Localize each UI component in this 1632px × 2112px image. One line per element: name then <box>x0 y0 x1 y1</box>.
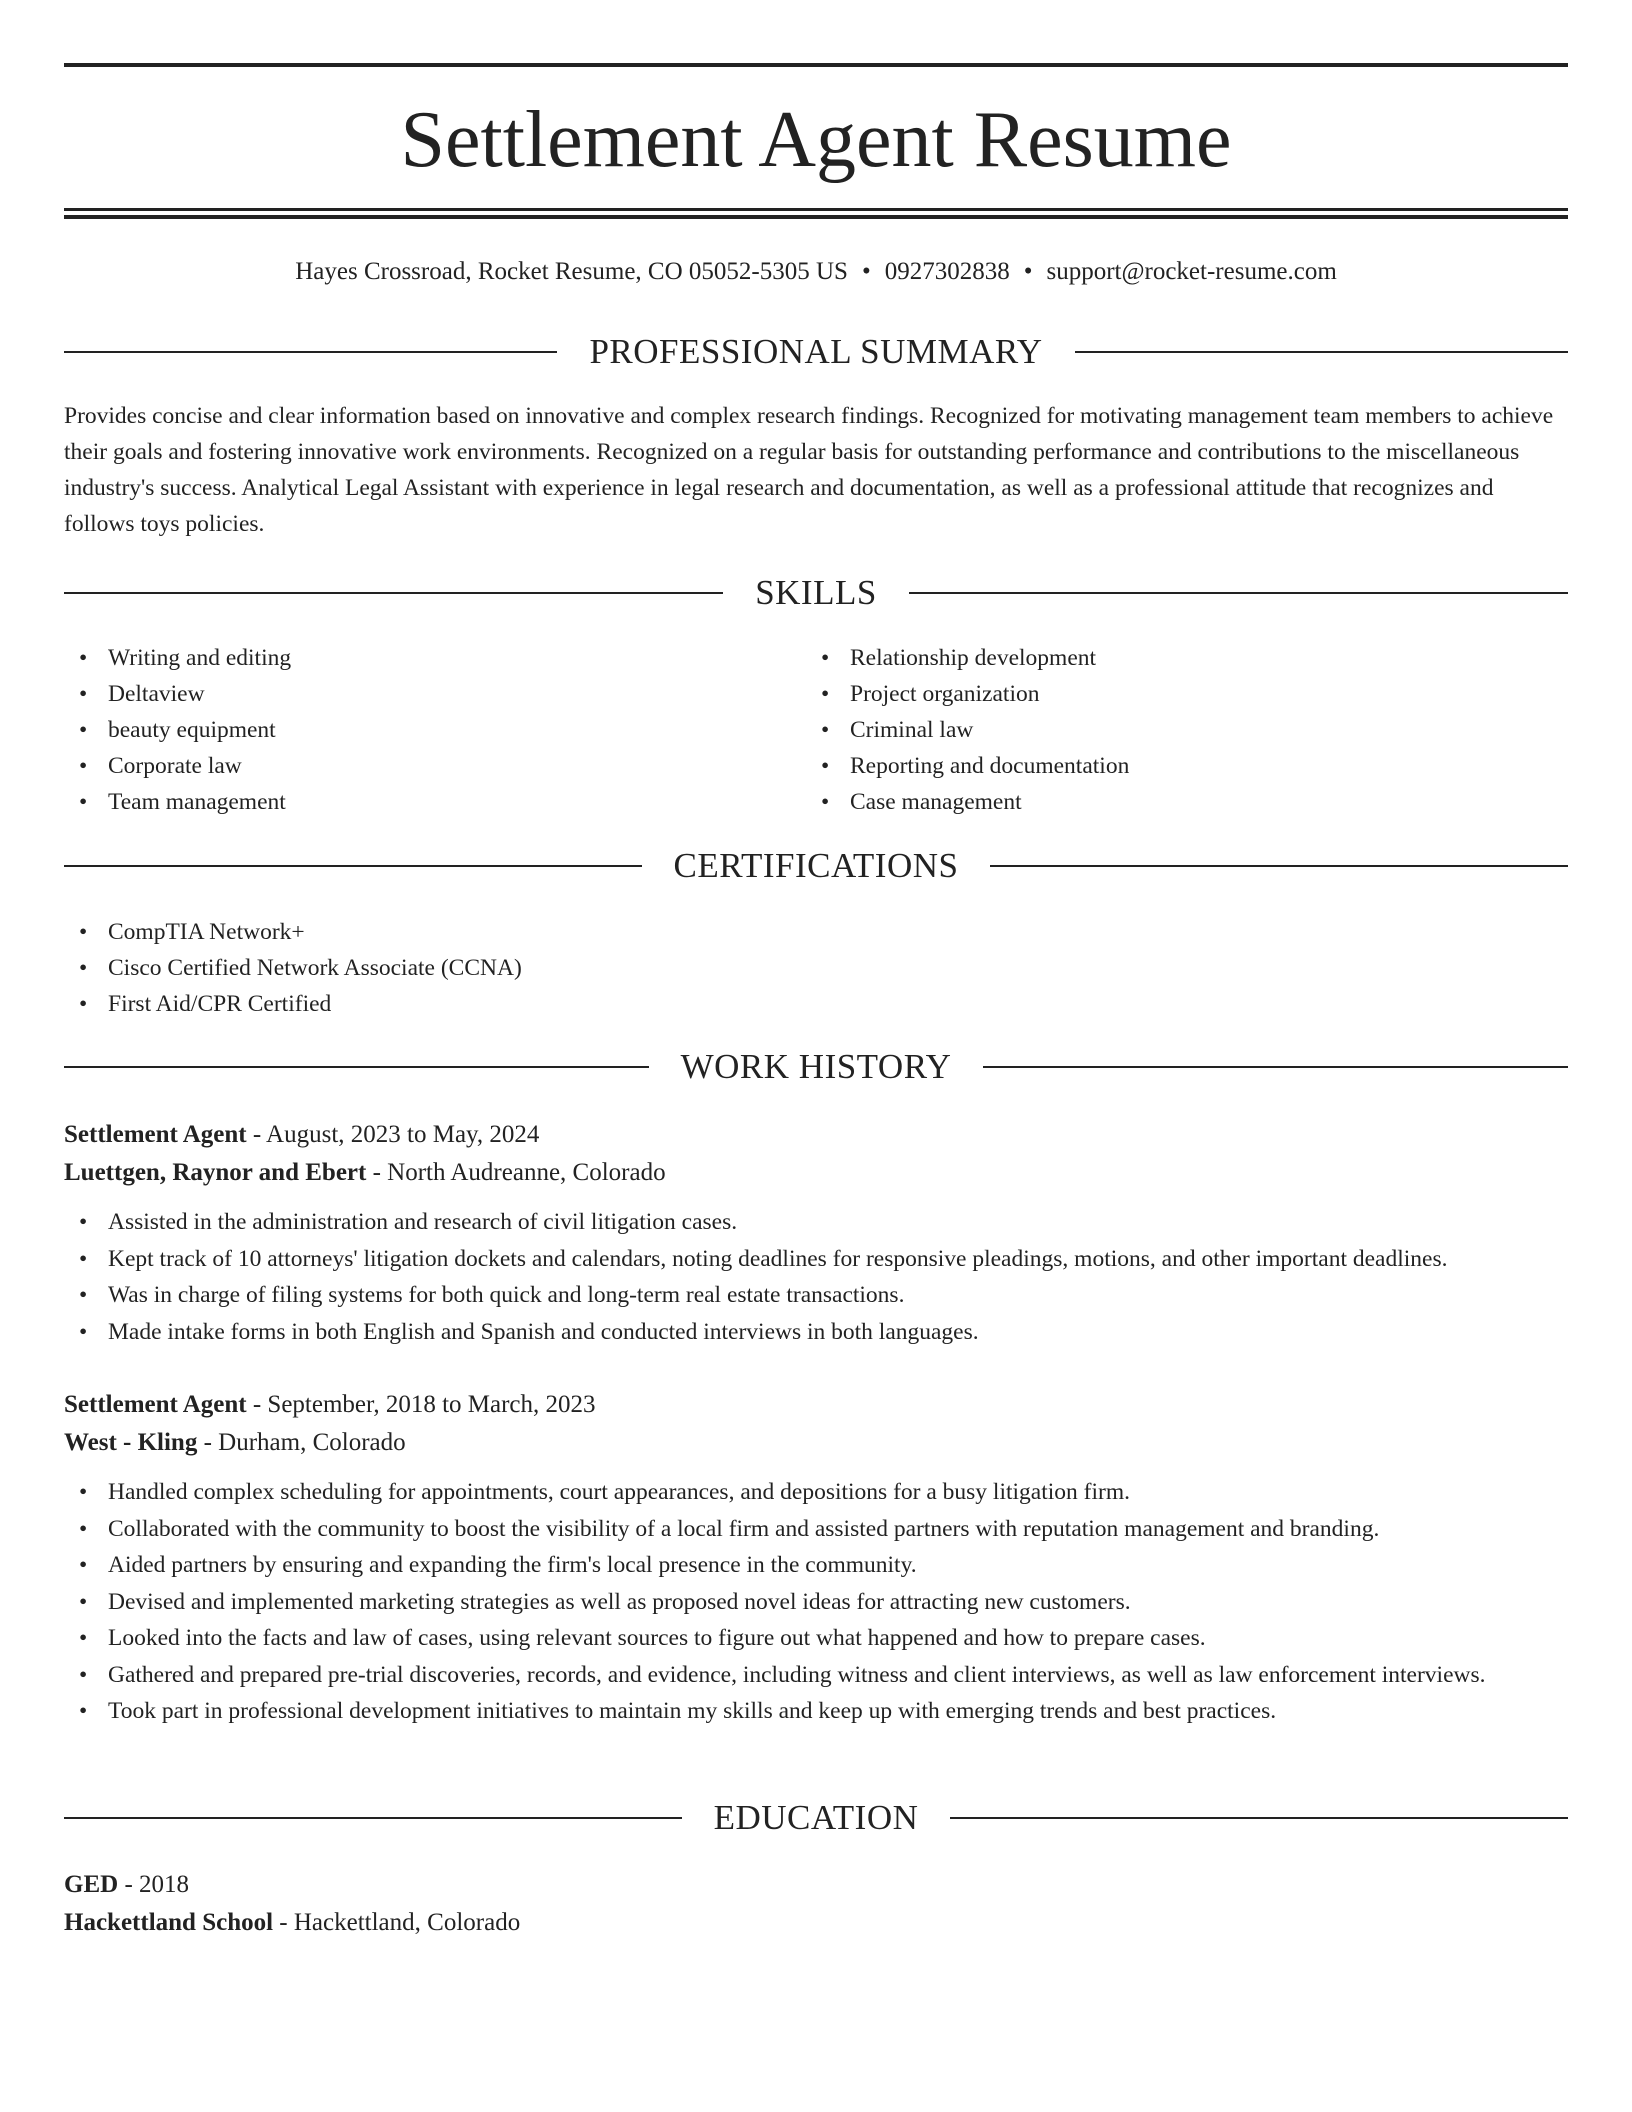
skill-item <box>64 676 764 712</box>
section-title: SKILLS <box>755 573 877 612</box>
job-company-line <box>64 1424 1568 1462</box>
bullet-icon: • <box>79 1661 88 1688</box>
certification-item <box>64 986 1464 1022</box>
job-bullet-text: Devised and implemented marketing strategies as well as proposed novel ideas for attracting new customers. <box>108 1588 1131 1615</box>
certification-item <box>64 914 1464 950</box>
job-bullet <box>64 1584 1568 1621</box>
section-title: EDUCATION <box>713 1798 919 1837</box>
skill-item <box>806 784 1506 820</box>
skill-item <box>64 712 764 748</box>
job-location: North Audreanne, Colorado <box>387 1159 666 1186</box>
bullet-icon: • <box>79 1479 88 1505</box>
dash-separator: - <box>246 1121 267 1148</box>
bullet-icon: • <box>79 1282 88 1308</box>
bullet-icon: • <box>821 717 830 743</box>
contact-line <box>64 254 1568 290</box>
skill-item <box>64 748 764 784</box>
bullet-icon: • <box>79 1625 88 1651</box>
job-dates: August, 2023 to May, 2024 <box>266 1121 540 1148</box>
job-bullet <box>64 1204 1568 1241</box>
education-degree: GED <box>64 1871 119 1898</box>
job-bullets <box>64 1474 1568 1730</box>
resume-title: Settlement Agent Resume <box>400 96 1232 184</box>
skills-list-left <box>64 640 764 820</box>
heading-rule <box>64 865 642 867</box>
section-heading-skills <box>64 571 1568 615</box>
bullet-icon: • <box>79 1698 88 1724</box>
job-bullet <box>64 1277 1568 1314</box>
dash-separator: - <box>246 1391 268 1418</box>
dash-separator: - <box>273 1909 294 1936</box>
skill-item <box>806 640 1506 676</box>
summary-text: Provides concise and clear information based on innovative and complex research findings. Recognized for motivating management team members to achieve their goals and fostering innovative work environments. Recognized on a regular basis for outstanding performance and contributions to the miscellaneous industry's success. Analytical Legal Assistant with experience in legal research and documentation, as well as a professional attitude that recognizes and follows toys policies. <box>64 403 1554 537</box>
job-bullet-text: Looked into the facts and law of cases, using relevant sources to figure out what happened and how to prepare cases. <box>108 1625 1206 1651</box>
job-bullet-text: Gathered and prepared pre-trial discoveries, records, and evidence, including witness and client interviews, as well as law enforcement interviews. <box>108 1661 1486 1688</box>
job-company: West - Kling <box>64 1429 198 1456</box>
job-bullets <box>64 1204 1568 1350</box>
education-entry <box>64 1866 1568 1942</box>
job-entry <box>64 1116 1568 1350</box>
job-title: Settlement Agent <box>64 1391 247 1418</box>
section-title: WORK HISTORY <box>680 1047 952 1086</box>
job-bullet <box>64 1241 1568 1278</box>
contact-separator: • <box>1023 258 1033 285</box>
job-bullet <box>64 1547 1568 1584</box>
title-double-rule <box>64 208 1568 219</box>
job-title: Settlement Agent <box>64 1121 247 1148</box>
certification-item <box>64 950 1464 986</box>
heading-rule <box>64 351 557 353</box>
skill-label: Criminal law <box>850 717 974 743</box>
skill-label: Writing and editing <box>108 645 292 671</box>
bullet-icon: • <box>79 919 88 945</box>
heading-rule <box>983 1066 1568 1068</box>
bullet-icon: • <box>79 717 88 743</box>
bullet-icon: • <box>79 955 88 981</box>
job-bullet <box>64 1657 1568 1694</box>
bullet-icon: • <box>821 753 830 779</box>
bullet-icon: • <box>79 991 88 1017</box>
contact-email: support@rocket-resume.com <box>1046 258 1337 285</box>
job-bullet-text: Took part in professional development initiatives to maintain my skills and keep up with emerging trends and best practices. <box>108 1698 1277 1724</box>
heading-rule <box>909 592 1568 594</box>
bullet-icon: • <box>79 1245 88 1272</box>
section-heading-education <box>64 1796 1568 1840</box>
bullet-icon: • <box>79 1209 88 1235</box>
skill-label: Deltaview <box>108 681 205 707</box>
top-rule <box>64 63 1568 67</box>
bullet-icon: • <box>79 789 88 815</box>
skill-label: Project organization <box>850 681 1040 707</box>
certification-label: First Aid/CPR Certified <box>108 991 332 1017</box>
job-bullet <box>64 1314 1568 1351</box>
job-company-line <box>64 1154 1568 1192</box>
certifications-list <box>64 914 1464 1022</box>
dash-separator: - <box>118 1871 140 1898</box>
contact-separator: • <box>861 258 871 285</box>
education-year: 2018 <box>139 1871 190 1898</box>
job-bullet <box>64 1474 1568 1511</box>
contact-address: Hayes Crossroad, Rocket Resume, CO 05052-5305 US <box>295 258 848 285</box>
bullet-icon: • <box>79 681 88 707</box>
education-location: Hackettland, Colorado <box>293 1909 521 1936</box>
bullet-icon: • <box>79 645 88 671</box>
bullet-icon: • <box>79 753 88 779</box>
skill-label: Relationship development <box>850 645 1097 671</box>
job-title-line <box>64 1386 1568 1424</box>
bullet-icon: • <box>79 1552 88 1578</box>
heading-rule <box>990 865 1568 867</box>
heading-rule <box>64 1817 682 1819</box>
job-dates: September, 2018 to March, 2023 <box>267 1391 596 1418</box>
skill-label: Reporting and documentation <box>850 753 1130 779</box>
skill-item <box>806 748 1506 784</box>
job-bullet-text: Made intake forms in both English and Spanish and conducted interviews in both languages. <box>108 1318 979 1345</box>
education-degree-line <box>64 1866 1568 1904</box>
heading-rule <box>64 592 723 594</box>
skill-label: Corporate law <box>108 753 242 779</box>
bullet-icon: • <box>821 645 830 671</box>
section-heading-summary <box>64 330 1568 374</box>
section-heading-work-history <box>64 1045 1568 1089</box>
contact-phone: 0927302838 <box>884 258 1010 285</box>
job-bullet-text: Kept track of 10 attorneys' litigation dockets and calendars, noting deadlines for responsive pleadings, motions, and other important deadlines. <box>108 1245 1448 1272</box>
section-heading-certifications <box>64 844 1568 888</box>
job-bullet-text: Assisted in the administration and research of civil litigation cases. <box>108 1209 738 1235</box>
certification-label: CompTIA Network+ <box>108 919 305 945</box>
bullet-icon: • <box>79 1588 88 1615</box>
job-bullet-text: Collaborated with the community to boost the visibility of a local firm and assisted partners with reputation management and branding. <box>108 1515 1380 1542</box>
job-bullet-text: Handled complex scheduling for appointments, court appearances, and depositions for a busy litigation firm. <box>108 1479 1130 1505</box>
job-bullet-text: Was in charge of filing systems for both quick and long-term real estate transactions. <box>108 1282 905 1308</box>
job-bullet <box>64 1511 1568 1548</box>
heading-rule <box>950 1817 1568 1819</box>
heading-rule <box>64 1066 649 1068</box>
skill-item <box>806 676 1506 712</box>
section-title: CERTIFICATIONS <box>673 846 959 885</box>
skill-label: Case management <box>850 789 1022 815</box>
skill-label: Team management <box>108 789 286 815</box>
job-bullet <box>64 1693 1568 1730</box>
bullet-icon: • <box>79 1318 88 1345</box>
skill-item <box>64 640 764 676</box>
skills-list-right <box>806 640 1506 820</box>
bullet-icon: • <box>821 681 830 707</box>
job-location: Durham, Colorado <box>218 1429 406 1456</box>
skill-label: beauty equipment <box>108 717 276 743</box>
education-school-line <box>64 1904 1568 1942</box>
job-company: Luettgen, Raynor and Ebert <box>64 1159 367 1186</box>
job-bullet <box>64 1620 1568 1657</box>
skill-item <box>806 712 1506 748</box>
bullet-icon: • <box>79 1515 88 1542</box>
dash-separator: - <box>197 1429 219 1456</box>
certification-label: Cisco Certified Network Associate (CCNA) <box>108 955 522 981</box>
job-bullet-text: Aided partners by ensuring and expanding the firm's local presence in the community. <box>108 1552 917 1578</box>
job-entry <box>64 1386 1568 1730</box>
section-title: PROFESSIONAL SUMMARY <box>589 332 1043 371</box>
skill-item <box>64 784 764 820</box>
job-title-line <box>64 1116 1568 1154</box>
bullet-icon: • <box>821 789 830 815</box>
heading-rule <box>1075 351 1568 353</box>
education-school: Hackettland School <box>64 1909 274 1936</box>
dash-separator: - <box>366 1159 388 1186</box>
